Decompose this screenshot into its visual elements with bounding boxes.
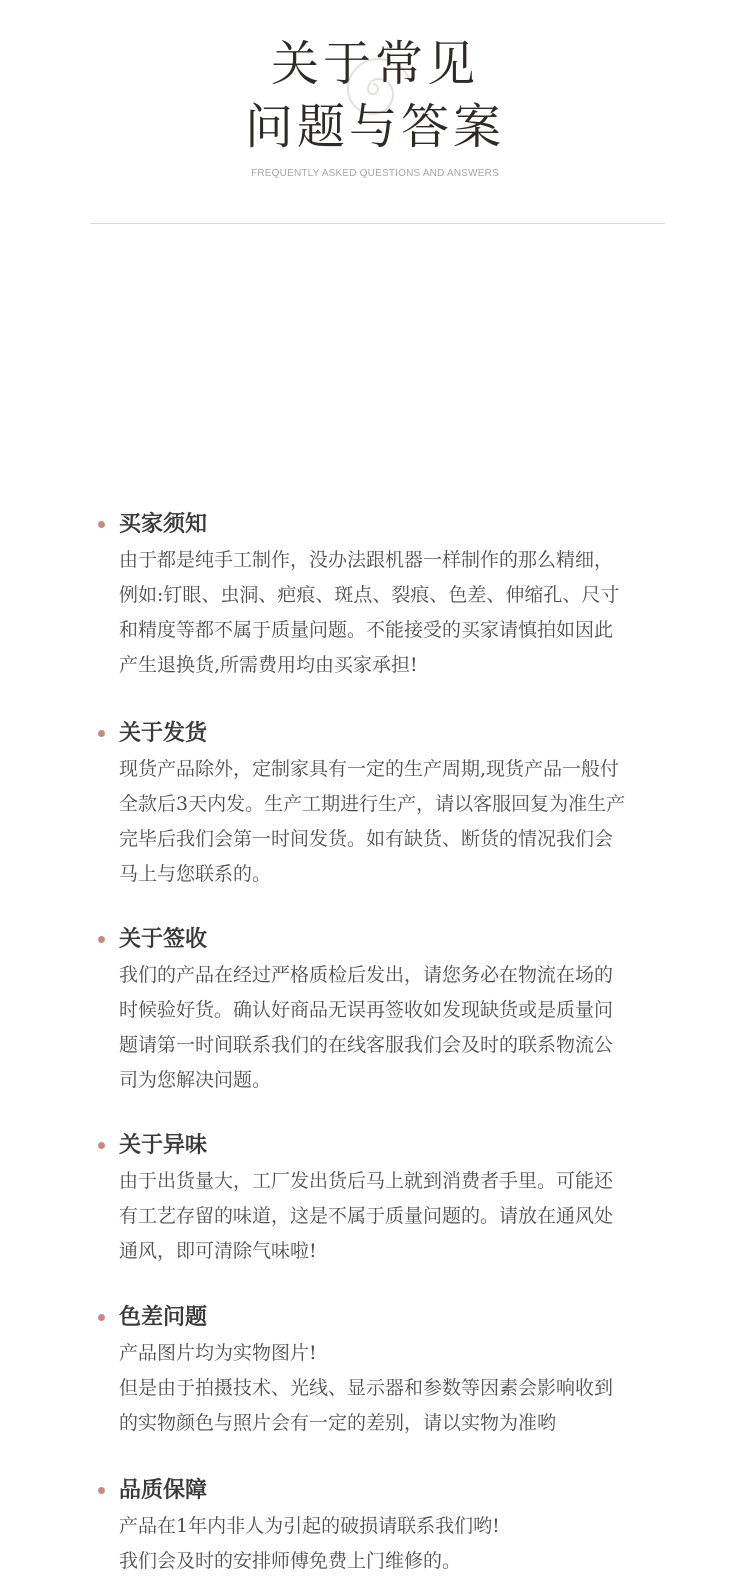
- faq-question: 关于签收: [119, 926, 208, 952]
- page-title-line1: 关于常见: [270, 36, 479, 92]
- answer-line: 的实物颜色与照片会有一定的差别，请以实物为准哟: [119, 1412, 557, 1434]
- faq-answer: [119, 1164, 679, 1269]
- header-divider: [90, 223, 665, 224]
- faq-question: 买家须知: [119, 511, 208, 537]
- answer-line: 例如:钉眼、虫洞、疤痕、斑点、裂痕、色差、伸缩孔、尺寸: [119, 584, 620, 606]
- faq-question: 关于异味: [119, 1132, 208, 1158]
- bullet-dot-icon: [98, 730, 105, 737]
- faq-question: 色差问题: [119, 1304, 208, 1330]
- answer-line: 由于都是纯手工制作，没办法跟机器一样制作的那么精细，: [119, 549, 614, 571]
- answer-line: 完毕后我们会第一时间发货。如有缺货、断货的情况我们会: [119, 828, 614, 850]
- answer-line: 全款后3天内发。生产工期进行生产，请以客服回复为准生产: [119, 793, 626, 815]
- faq-answer: [119, 1509, 679, 1579]
- answer-line: 但是由于拍摄技术、光线、显示器和参数等因素会影响收到: [119, 1377, 614, 1399]
- answer-line: 我们会及时的安排师傅免费上门维修的。: [119, 1550, 462, 1572]
- bullet-dot-icon: [98, 1487, 105, 1494]
- answer-line: 题请第一时间联系我们的在线客服我们会及时的联系物流公: [119, 1034, 614, 1056]
- answer-line: 通风，即可清除气味啦!: [119, 1240, 317, 1262]
- answer-line: 马上与您联系的。: [119, 863, 272, 885]
- answer-line: 现货产品除外，定制家具有一定的生产周期,现货产品一般付: [119, 758, 620, 780]
- page-title-line2: 问题与答案: [244, 99, 505, 155]
- answer-line: 和精度等都不属于质量问题。不能接受的买家请慎拍如因此: [119, 619, 614, 641]
- answer-line: 产品在1年内非人为引起的破损请联系我们哟!: [119, 1515, 500, 1537]
- bullet-dot-icon: [98, 936, 105, 943]
- page-header: [0, 0, 750, 225]
- bullet-dot-icon: [98, 521, 105, 528]
- faq-answer: [119, 958, 679, 1098]
- answer-line: 产品图片均为实物图片!: [119, 1342, 317, 1364]
- answer-line: 由于出货量大，工厂发出货后马上就到消费者手里。可能还: [119, 1170, 614, 1192]
- answer-line: 司为您解决问题。: [119, 1069, 272, 1091]
- answer-line: 时候验好货。确认好商品无误再签收如发现缺货或是质量问: [119, 999, 614, 1021]
- faq-answer: [119, 1336, 679, 1441]
- bullet-dot-icon: [98, 1314, 105, 1321]
- bullet-dot-icon: [98, 1142, 105, 1149]
- faq-question: 品质保障: [119, 1477, 208, 1503]
- answer-line: 我们的产品在经过严格质检后发出，请您务必在物流在场的: [119, 964, 614, 986]
- answer-line: 有工艺存留的味道，这是不属于质量问题的。请放在通风处: [119, 1205, 614, 1227]
- page-subtitle: FREQUENTLY ASKED QUESTIONS AND ANSWERS: [251, 168, 499, 179]
- faq-answer: [119, 752, 679, 892]
- faq-answer: [119, 543, 679, 683]
- faq-question: 关于发货: [119, 720, 208, 746]
- answer-line: 产生退换货,所需费用均由买家承担!: [119, 654, 418, 676]
